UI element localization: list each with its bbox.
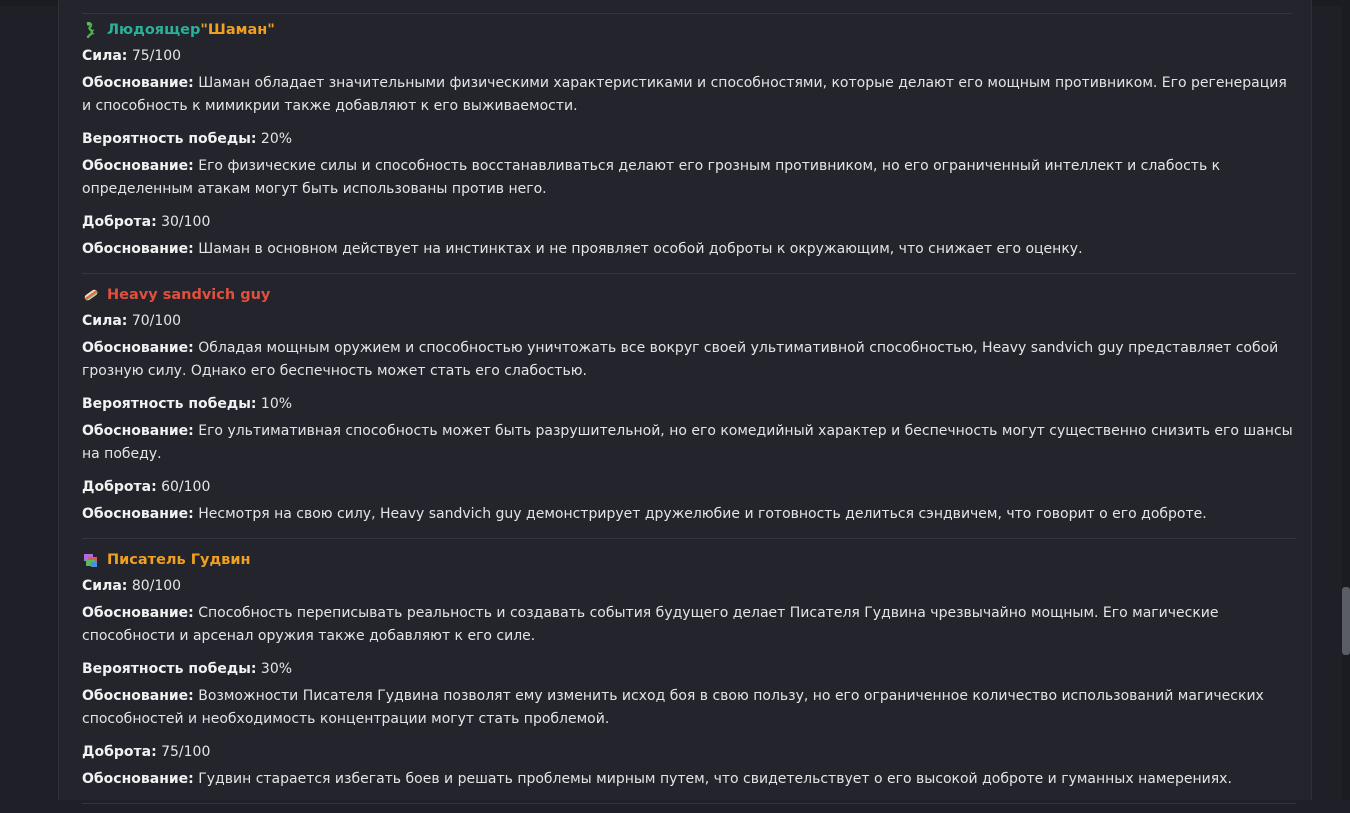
sandwich-icon (82, 287, 100, 303)
reason-text: Несмотря на свою силу, Heavy sandvich guy демонстрирует дружелюбие и готовность делиться сэндвичем, что говорит о его доброте. (193, 506, 1207, 522)
win-label: Вероятность победы: (82, 661, 257, 677)
scrollbar-thumb[interactable] (1342, 587, 1350, 655)
strength-value: 70/100 (127, 313, 182, 329)
strength-label: Сила: (82, 313, 128, 329)
character-name: Heavy sandvich guy (107, 287, 271, 303)
win-line (82, 393, 1296, 416)
kindness-value: 75/100 (156, 744, 211, 760)
strength-value: 75/100 (127, 48, 182, 64)
character-entry (82, 283, 1296, 539)
reason-text: Шаман обладает значительными физическими характеристиками и способностями, которые делают его мощным противником. Его регенерация и способность к мимикрии также добавляют к его выживаемости. (82, 75, 1287, 114)
kindness-label: Доброта: (82, 214, 157, 230)
win-line (82, 658, 1296, 681)
reason-label: Обоснование: (82, 605, 194, 621)
character-title (82, 548, 1296, 572)
kindness-reason (82, 238, 1296, 261)
reason-label: Обоснование: (82, 506, 194, 522)
books-icon (82, 552, 100, 568)
win-reason (82, 420, 1296, 466)
kindness-reason (82, 768, 1296, 791)
strength-value: 80/100 (127, 578, 182, 594)
kindness-line (82, 741, 1296, 764)
kindness-value: 60/100 (156, 479, 211, 495)
reason-label: Обоснование: (82, 423, 194, 439)
character-name: Писатель Гудвин (107, 552, 251, 568)
reason-text: Гудвин старается избегать боев и решать проблемы мирным путем, что свидетельствует о его высокой доброте и гуманных намерениях. (193, 771, 1232, 787)
reason-label: Обоснование: (82, 688, 194, 704)
scrollbar[interactable] (1342, 0, 1350, 800)
reason-text: Возможности Писателя Гудвина позволят ему изменить исход боя в свою пользу, но его ограниченное количество использований магических способностей и необходимость концентрации могут стать проблемой. (82, 688, 1264, 727)
strength-label: Сила: (82, 48, 128, 64)
kindness-label: Доброта: (82, 744, 157, 760)
reason-label: Обоснование: (82, 241, 194, 257)
strength-reason (82, 72, 1296, 118)
win-label: Вероятность победы: (82, 131, 257, 147)
reason-label: Обоснование: (82, 771, 194, 787)
kindness-line (82, 476, 1296, 499)
reason-text: Шаман в основном действует на инстинктах и не проявляет особой доброты к окружающим, что снижает его оценку. (193, 241, 1083, 257)
win-value: 20% (256, 131, 293, 147)
strength-reason (82, 337, 1296, 383)
strength-line (82, 310, 1296, 333)
win-value: 10% (256, 396, 293, 412)
reason-label: Обоснование: (82, 75, 194, 91)
character-entry (82, 548, 1296, 804)
character-entry (82, 18, 1296, 274)
strength-line (82, 575, 1296, 598)
kindness-value: 30/100 (156, 214, 211, 230)
character-list (82, 18, 1296, 813)
strength-reason (82, 602, 1296, 648)
reason-label: Обоснование: (82, 158, 194, 174)
win-reason (82, 685, 1296, 731)
win-line (82, 128, 1296, 151)
kindness-reason (82, 503, 1296, 526)
lizard-icon (82, 22, 100, 38)
strength-label: Сила: (82, 578, 128, 594)
win-label: Вероятность победы: (82, 396, 257, 412)
divider (82, 13, 1292, 14)
reason-label: Обоснование: (82, 340, 194, 356)
reason-text: Обладая мощным оружием и способностью уничтожать все вокруг своей ультимативной способностью, Heavy sandvich guy представляет собой грозную силу. Однако его беспечность может стать его слабостью. (82, 340, 1279, 379)
character-name: Людоящер (107, 22, 201, 38)
win-reason (82, 155, 1296, 201)
strength-line (82, 45, 1296, 68)
character-title (82, 18, 1296, 42)
reason-text: Способность переписывать реальность и создавать события будущего делает Писателя Гудвина чрезвычайно мощным. Его магические способности и арсенал оружия также добавляют к его силе. (82, 605, 1219, 644)
reason-text: Его ультимативная способность может быть разрушительной, но его комедийный характер и беспечность могут существенно снизить его шансы на победу. (82, 423, 1293, 462)
character-title (82, 283, 1296, 307)
kindness-label: Доброта: (82, 479, 157, 495)
kindness-line (82, 211, 1296, 234)
reason-text: Его физические силы и способность восстанавливаться делают его грозным противником, но его ограниченный интеллект и слабость к определенным атакам могут быть использованы против него. (82, 158, 1221, 197)
character-name-accent: "Шаман" (200, 22, 275, 38)
win-value: 30% (256, 661, 293, 677)
